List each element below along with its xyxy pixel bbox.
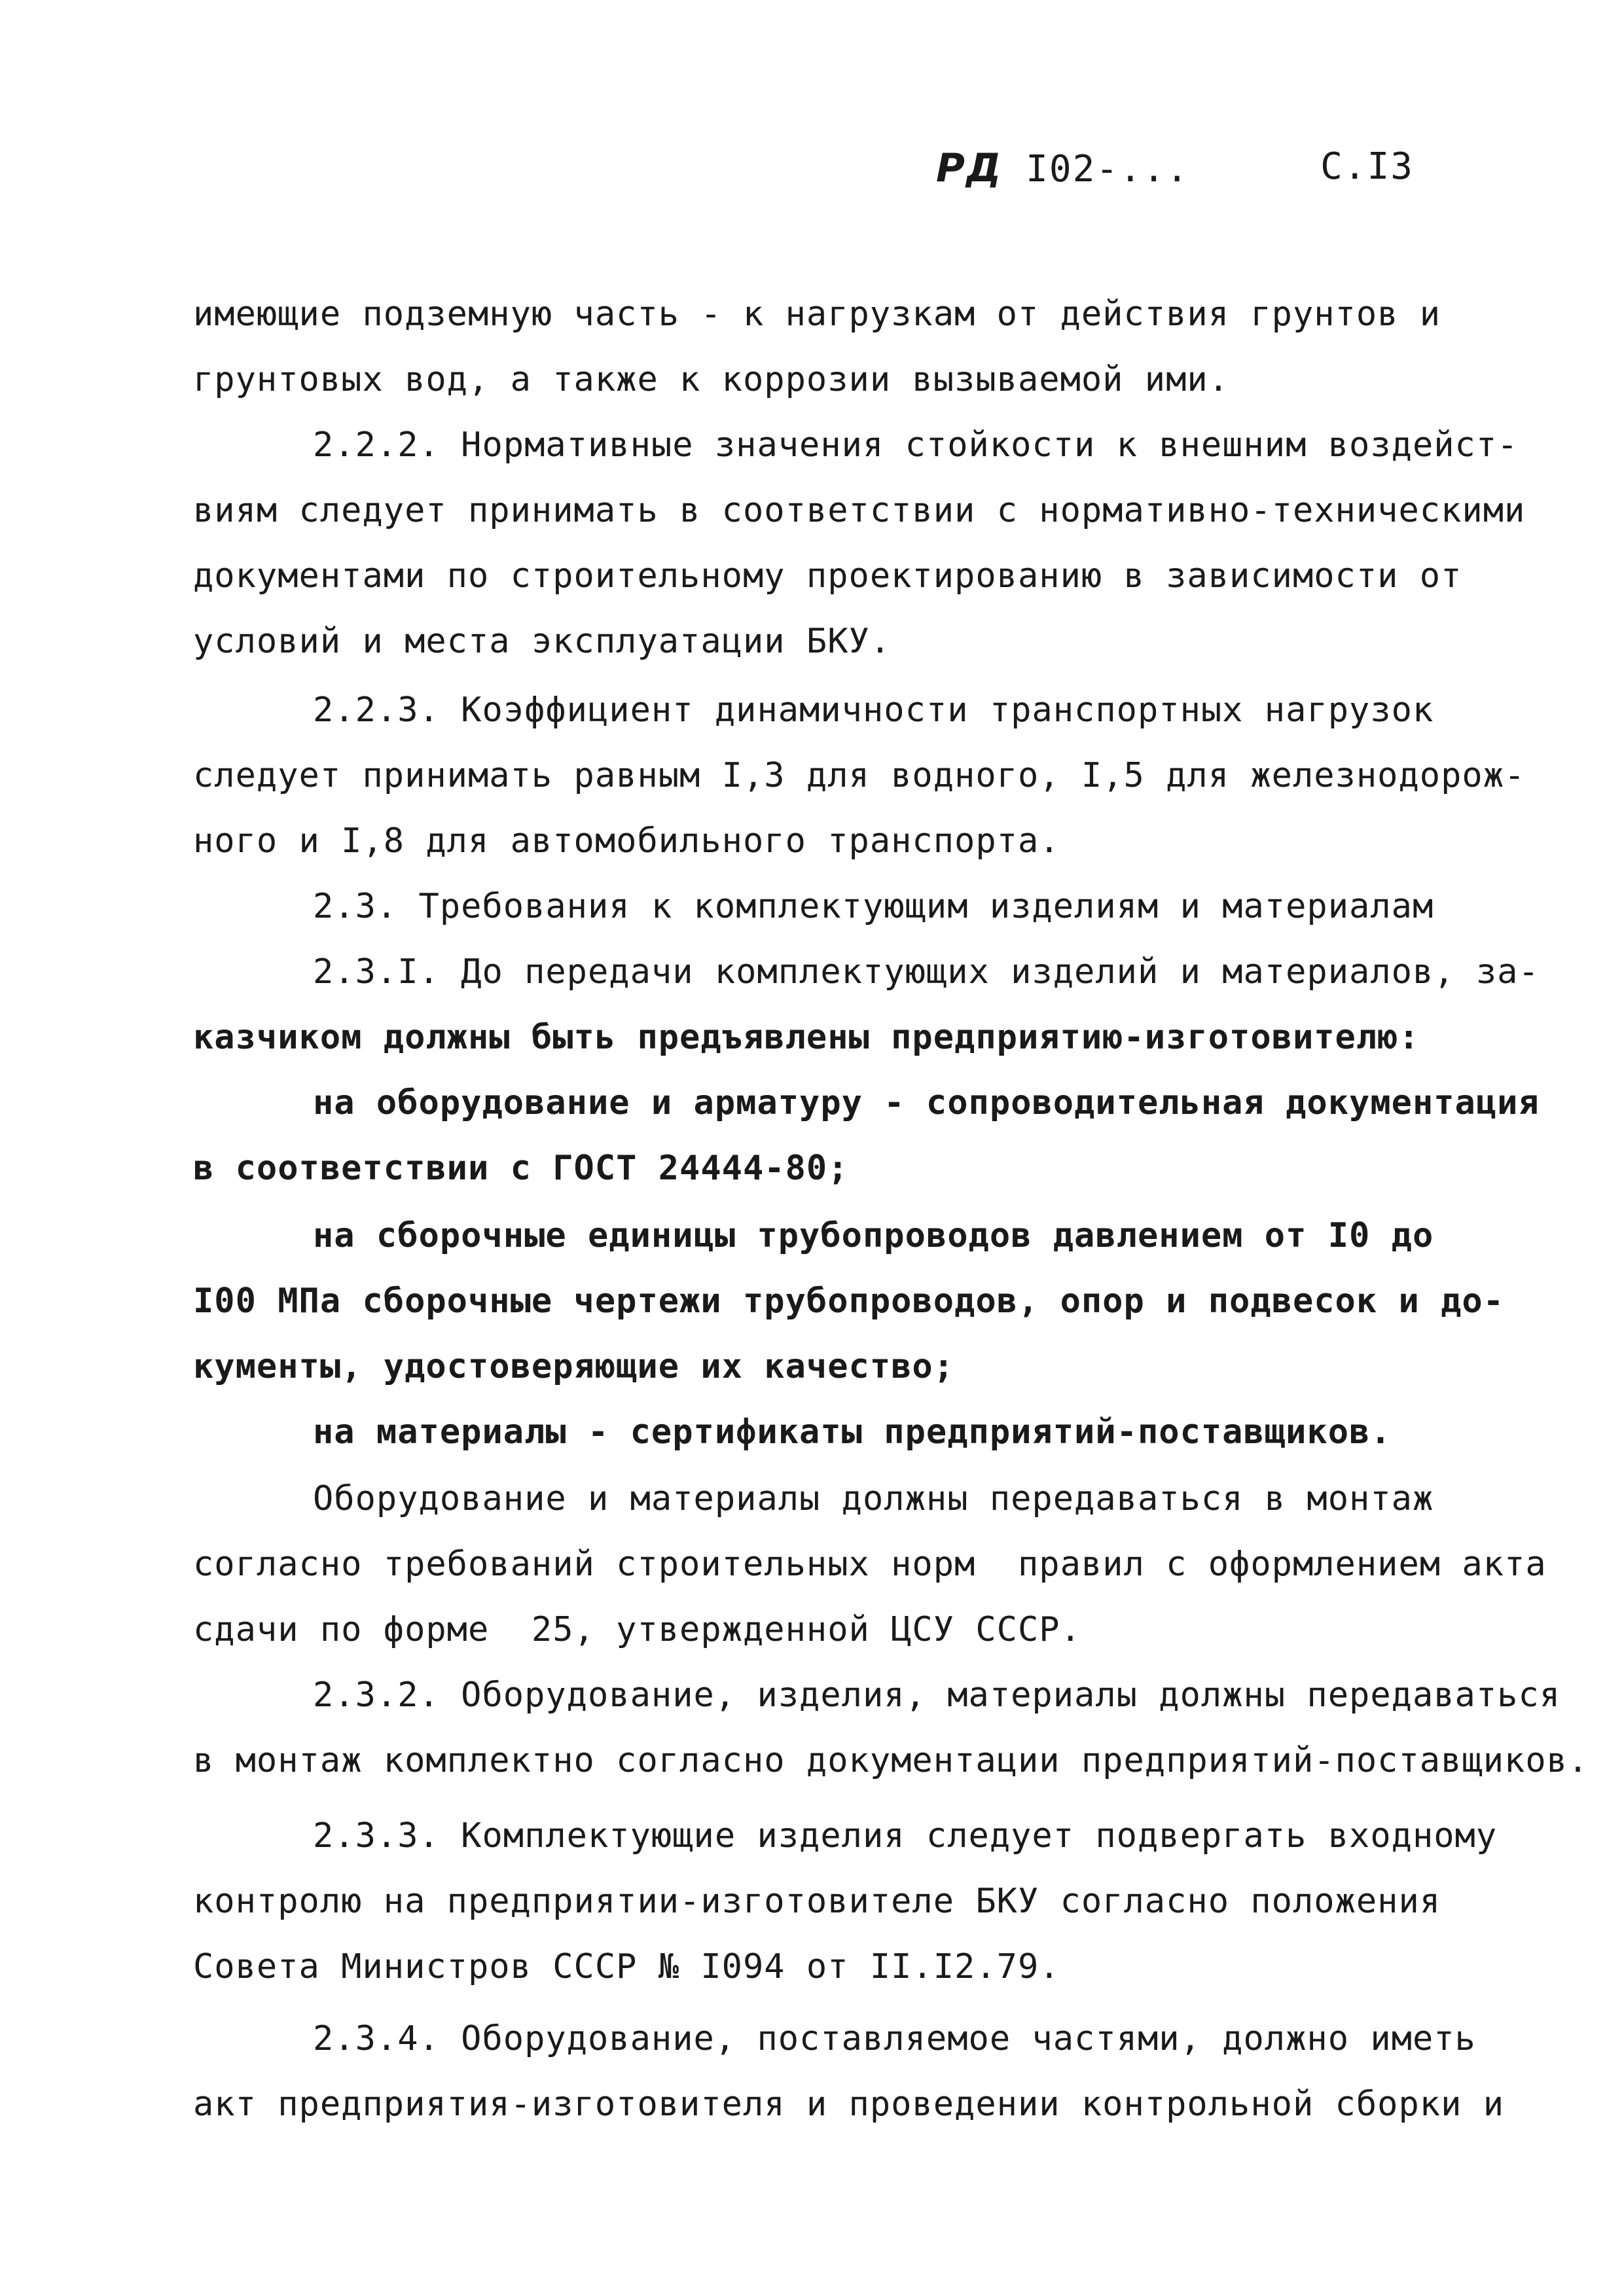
text-line: в монтаж комплектно согласно документации предприятий-поставщиков. — [193, 1741, 1589, 1780]
text-line: документами по строительному проектированию в зависимости от — [193, 556, 1462, 596]
text-line: 2.3.I. До передачи комплектующих изделий и материалов, за- — [313, 952, 1540, 992]
text-line: в соответствии с ГОСТ 24444-80; — [193, 1149, 849, 1188]
text-line: 2.2.3. Коэффициент динамичности транспортных нагрузок — [313, 691, 1434, 730]
text-line: ного и I,8 для автомобильного транспорта. — [193, 821, 1060, 861]
text-line: согласно требований строительных норм правил с оформлением акта — [193, 1545, 1547, 1584]
text-line: кументы, удостоверяющие их качество; — [193, 1347, 955, 1386]
text-line: следует принимать равным I,3 для водного, I,5 для железнодорож- — [193, 756, 1526, 795]
text-line: на материалы - сертификаты предприятий-поставщиков. — [313, 1412, 1392, 1452]
text-line: на сборочные единицы трубопроводов давлением от I0 до — [313, 1216, 1434, 1255]
text-line: Оборудование и материалы должны передаваться в монтаж — [313, 1479, 1434, 1518]
text-line: условий и места эксплуатации БКУ. — [193, 622, 892, 661]
text-line: сдачи по форме 25, утвержденной ЦСУ СССР. — [193, 1610, 1081, 1649]
text-line: казчиком должны быть предъявлены предприятию-изготовителю: — [193, 1018, 1420, 1057]
text-line: 2.3.4. Оборудование, поставляемое частями, должно иметь — [313, 2019, 1476, 2058]
text-line: акт предприятия-изготовителя и проведении контрольной сборки и — [193, 2085, 1505, 2124]
text-line: виям следует принимать в соответствии с нормативно-техническими — [193, 491, 1526, 530]
document-code: I02-... — [1002, 148, 1190, 190]
text-line: 2.2.2. Нормативные значения стойкости к внешним воздейст- — [313, 425, 1519, 465]
document-code-prefix: РД — [936, 145, 1003, 191]
text-line: 2.3.2. Оборудование, изделия, материалы должны передаваться — [313, 1676, 1561, 1715]
text-line: грунтовых вод, а также к коррозии вызываемой ими. — [193, 360, 1230, 399]
page-number: С.I3 — [1320, 145, 1414, 188]
text-line: 2.3. Требования к комплектующим изделиям и материалам — [313, 887, 1434, 926]
text-line: контролю на предприятии-изготовителе БКУ согласно положения — [193, 1882, 1441, 1921]
text-line: Совета Министров СССР № I094 от II.I2.79. — [193, 1947, 1060, 1986]
text-line: имеющие подземную часть - к нагрузкам от действия грунтов и — [193, 295, 1441, 334]
text-line: на оборудование и арматуру - сопроводительная документация — [313, 1083, 1540, 1122]
text-line: I00 МПа сборочные чертежи трубопроводов, опор и подвесок и до- — [193, 1282, 1505, 1321]
text-line: 2.3.3. Комплектующие изделия следует подвергать входному — [313, 1816, 1498, 1856]
page-header — [936, 145, 1434, 198]
